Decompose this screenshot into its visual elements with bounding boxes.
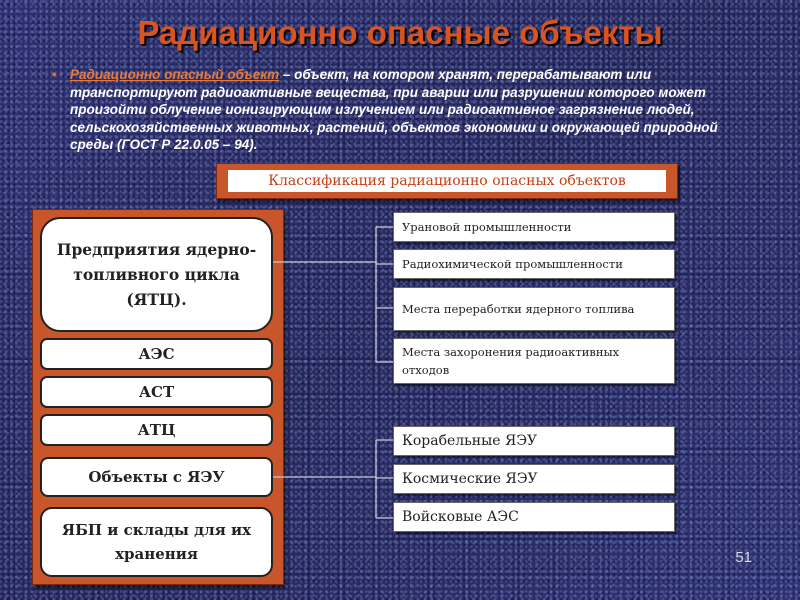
- box-nuclear-fuel-cycle-label: Предприятия ядерно-топливного цикла (ЯТЦ).: [56, 240, 257, 309]
- slide-title: Радиационно опасные объекты: [137, 14, 663, 51]
- box-fuel-reprocessing: [393, 287, 675, 331]
- box-ship-reactors: [393, 426, 675, 456]
- box-ship-reactors-label: Корабельные ЯЭУ: [402, 433, 538, 449]
- box-nuclear-power-objects-label: Объекты с ЯЭУ: [88, 468, 225, 486]
- box-atc-label: АТЦ: [137, 421, 176, 439]
- box-uranium-industry: [393, 212, 675, 242]
- box-radiochemical-industry: [393, 249, 675, 279]
- page-number: 51: [735, 549, 752, 566]
- bullet-icon: •: [52, 67, 57, 82]
- box-uranium-industry-label: Урановой промышленности: [402, 220, 572, 234]
- box-waste-burial-label: Места захоронения радиоактивных отходов: [402, 345, 620, 377]
- box-aes-label: АЭС: [138, 345, 175, 363]
- box-waste-burial: [393, 338, 675, 384]
- box-weapons-storage-label: ЯБП и склады для их хранения: [61, 521, 252, 563]
- definition-term: Радиационно опасный объект: [70, 67, 280, 82]
- box-military-npp-label: Войсковые АЭС: [402, 509, 519, 525]
- box-military-npp: [393, 502, 675, 532]
- box-space-reactors-label: Космические ЯЭУ: [402, 471, 538, 487]
- definition-text: – объект, на котором хранят, перерабатывают или транспортируют радиоактивные вещества, при аварии или разрушении которого может произойти облучение ионизирующим излучением или радиоактивное загрязнение людей, сельскохозяйственных животных, растений, объектов экономики и окружающей природной среды (ГОСТ Р 22.0.05 – 94).: [70, 67, 718, 152]
- box-space-reactors: [393, 464, 675, 494]
- classification-header-label: Классификация радиационно опасных объектов: [228, 170, 666, 192]
- box-fuel-reprocessing-label: Места переработки ядерного топлива: [402, 302, 635, 316]
- box-ast-label: АСТ: [138, 383, 175, 401]
- box-radiochemical-industry-label: Радиохимической промышленности: [402, 257, 623, 271]
